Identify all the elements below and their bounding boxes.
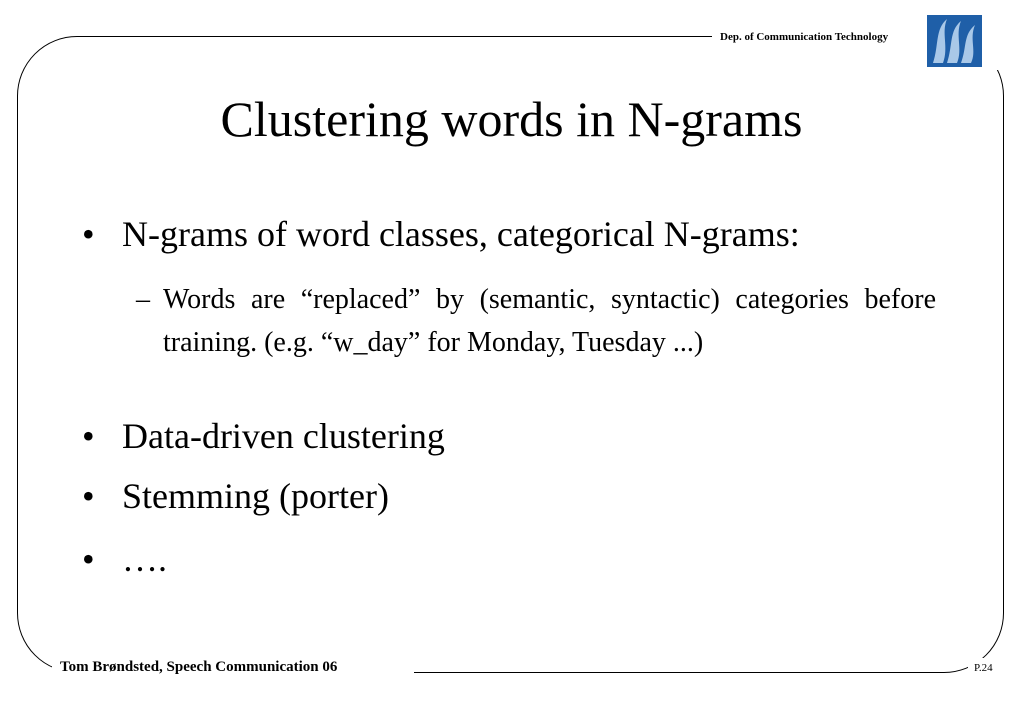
bullet-text: Data-driven clustering [122,416,445,456]
slide-title: Clustering words in N-grams [220,91,803,147]
bullet-marker: • [82,476,95,516]
sub-bullet-text: Words are “replaced” by (semantic, syntactic) categories before training. (e.g. “w_day” for Monday, Tuesday ...) [163,284,936,358]
sub-bullet-marker: – [136,284,150,315]
university-wave-logo-icon [927,15,982,67]
bullet-text: N-grams of word classes, categorical N-grams: [122,214,800,254]
footer-author: Tom Brøndsted, Speech Communication 06 [60,659,338,675]
department-label: Dep. of Communication Technology [720,31,889,43]
bullet-text: …. [122,539,167,579]
page-number: P.24 [974,662,993,674]
bullet-text: Stemming (porter) [122,476,389,516]
bullet-marker: • [82,539,95,579]
bullet-marker: • [82,214,95,254]
bullet-marker: • [82,416,95,456]
